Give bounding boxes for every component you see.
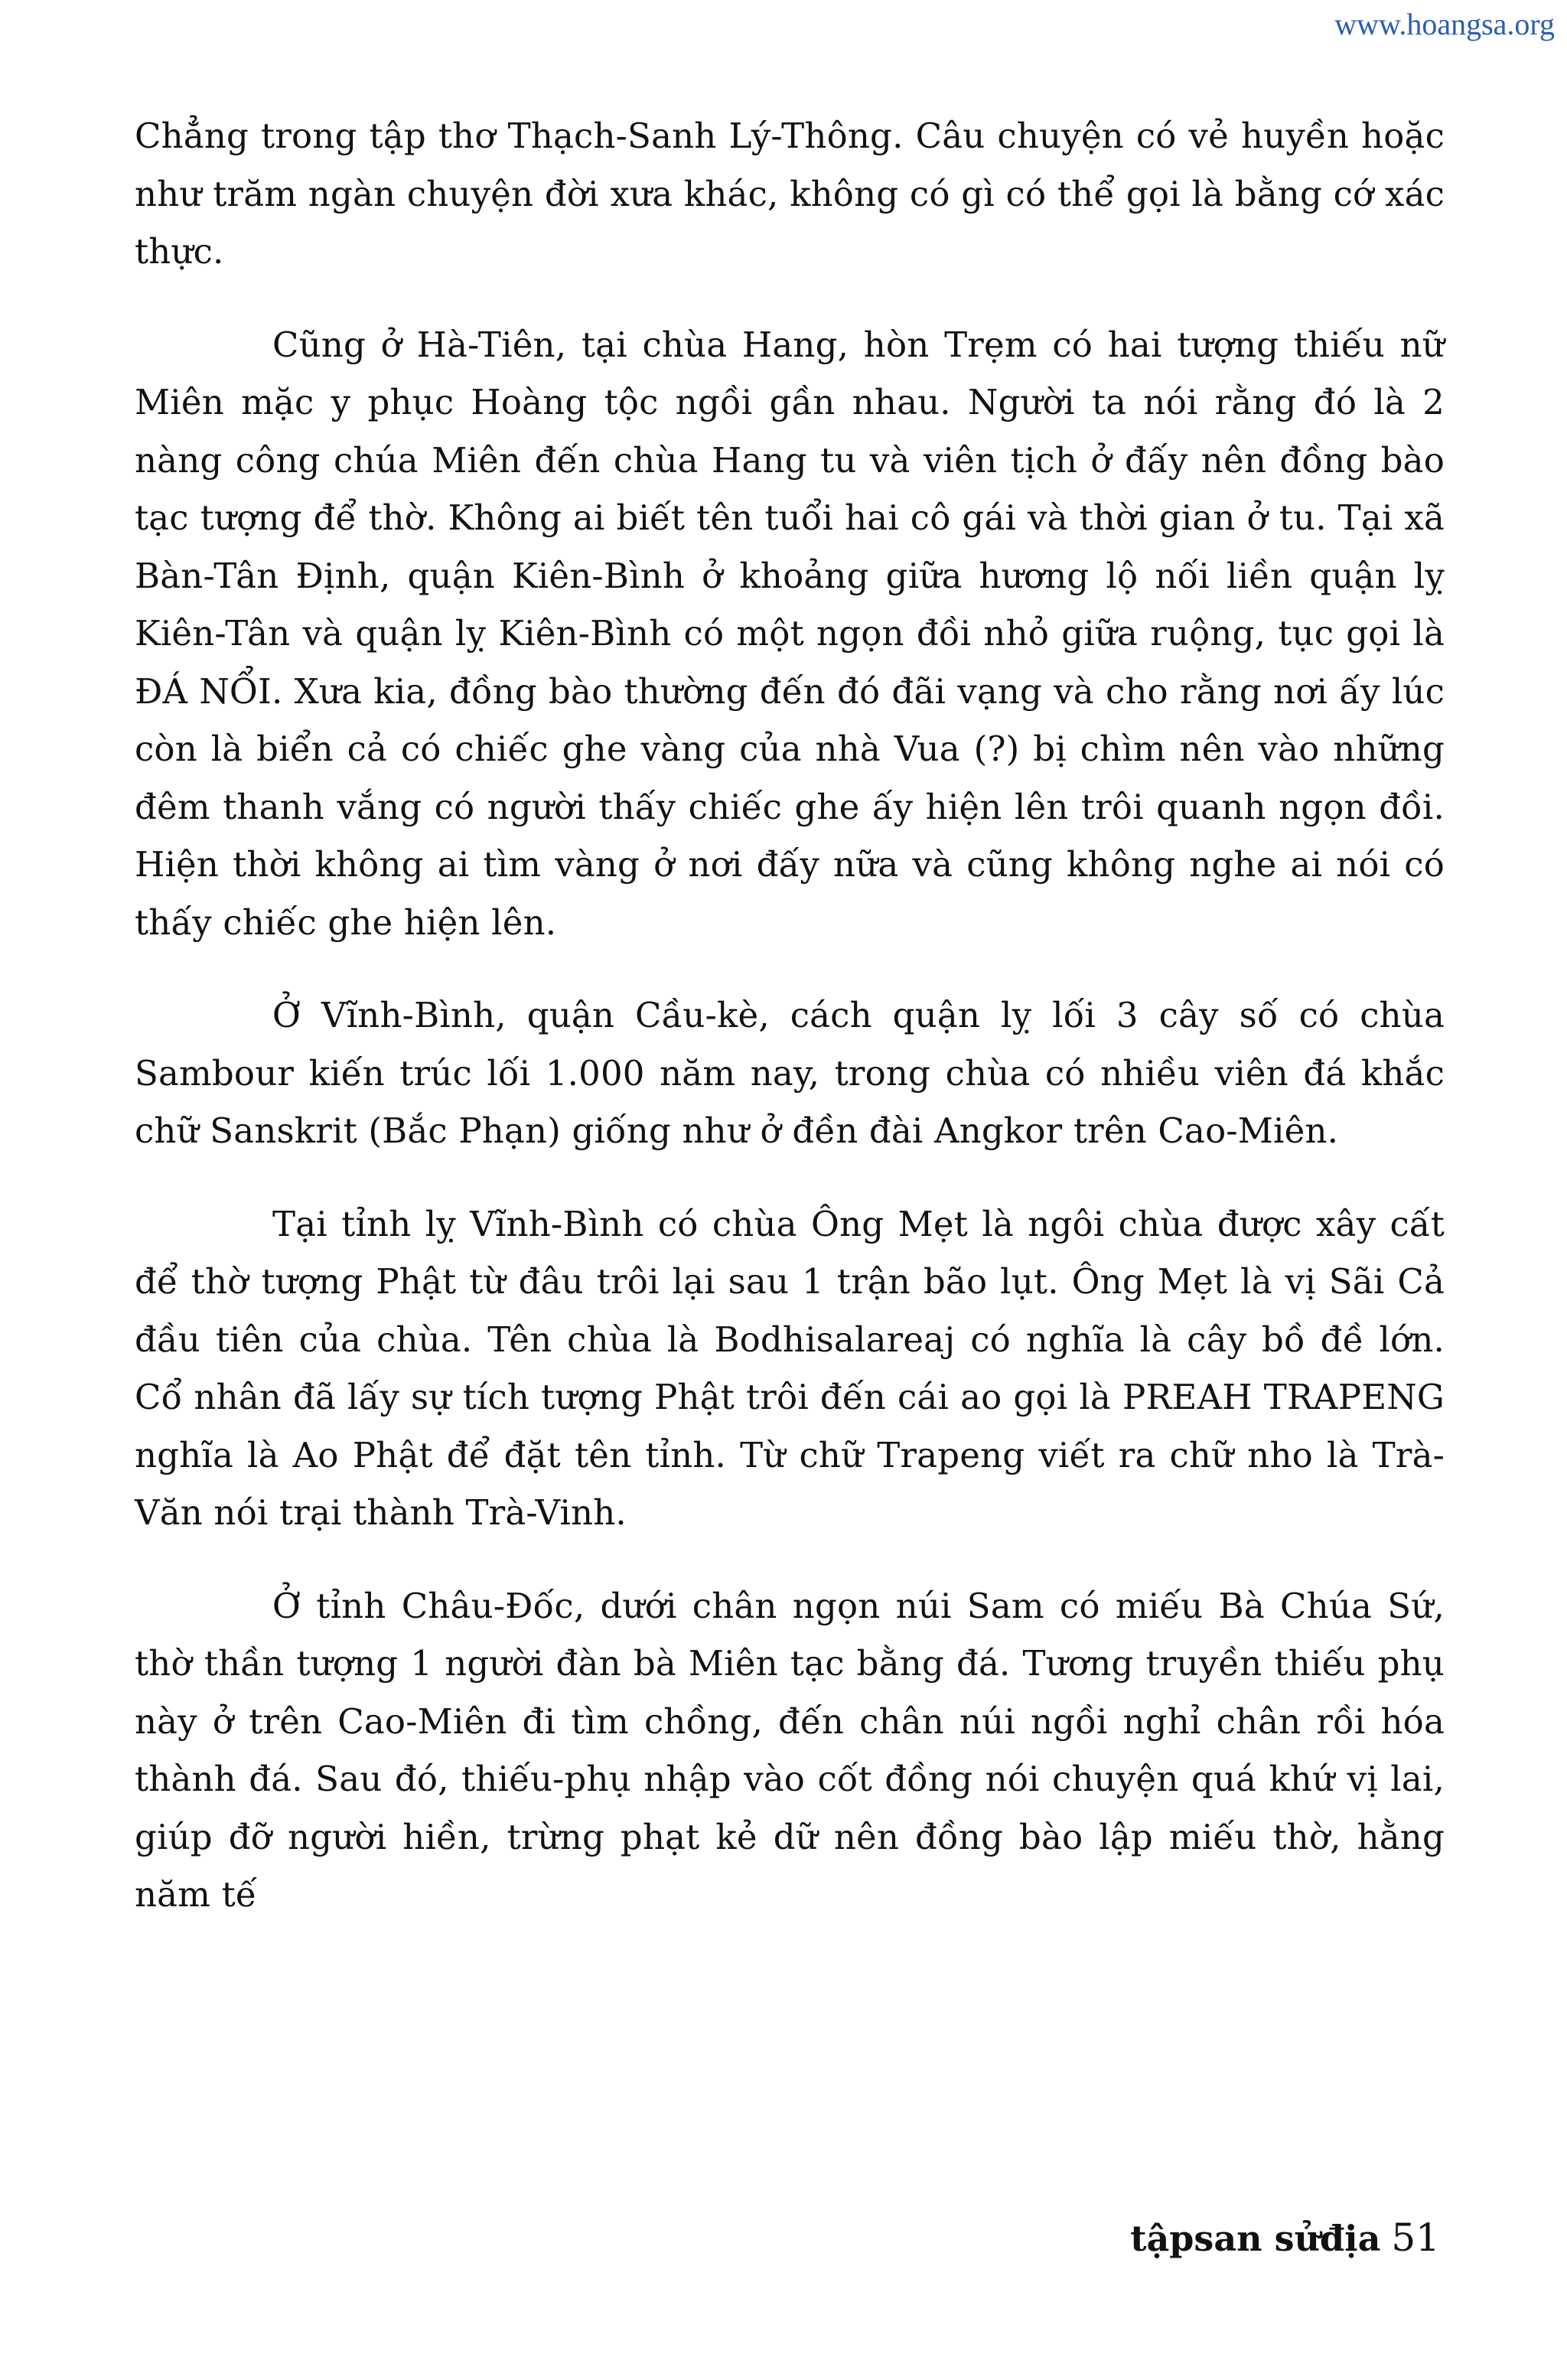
watermark-link[interactable]: www.hoangsa.org [1334, 7, 1555, 41]
page-number: 51 [1391, 2215, 1440, 2260]
paragraph-4: Tại tỉnh lỵ Vĩnh-Bình có chùa Ông Mẹt là ngôi chùa được xây cất để thờ tượng Phật từ đâu trôi lại sau 1 trận bão lụt. Ông Mẹt là vị Sãi Cả đầu tiên của chùa. Tên chùa là Bodhisalareaj có nghĩa là cây bồ đề lớn. Cổ nhân đã lấy sự tích tượng Phật trôi đến cái ao gọi là PREAH TRAPENG nghĩa là Ao Phật để đặt tên tỉnh. Từ chữ Trapeng viết ra chữ nho là Trà-Văn nói trại thành Trà-Vinh. [135, 1203, 1445, 1533]
paragraph-1: Chẳng trong tập thơ Thạch-Sanh Lý-Thông. Câu chuyện có vẻ huyền hoặc như trăm ngàn chuyện đời xưa khác, không có gì có thể gọi là bằng cớ xác thực. [135, 116, 1445, 272]
journal-name: tậpsan sửđịa [1130, 2218, 1381, 2259]
page-footer [1130, 2215, 1440, 2260]
page-body [135, 107, 1445, 1924]
paragraph-3: Ở Vĩnh-Bình, quận Cầu-kè, cách quận lỵ lối 3 cây số có chùa Sambour kiến trúc lối 1.000 năm nay, trong chùa có nhiều viên đá khắc chữ Sanskrit (Bắc Phạn) giống như ở đền đài Angkor trên Cao-Miên. [135, 995, 1445, 1151]
paragraph-5: Ở tỉnh Châu-Đốc, dưới chân ngọn núi Sam có miếu Bà Chúa Sứ, thờ thần tượng 1 người đàn bà Miên tạc bằng đá. Tương truyền thiếu phụ này ở trên Cao-Miên đi tìm chồng, đến chân núi ngồi nghỉ chân rồi hóa thành đá. Sau đó, thiếu-phụ nhập vào cốt đồng nói chuyện quá khứ vị lai, giúp đỡ người hiền, trừng phạt kẻ dữ nên đồng bào lập miếu thờ, hằng năm tế [135, 1585, 1445, 1915]
paragraph-2: Cũng ở Hà-Tiên, tại chùa Hang, hòn Trẹm có hai tượng thiếu nữ Miên mặc y phục Hoàng tộc ngồi gần nhau. Người ta nói rằng đó là 2 nàng công chúa Miên đến chùa Hang tu và viên tịch ở đấy nên đồng bào tạc tượng để thờ. Không ai biết tên tuổi hai cô gái và thời gian ở tu. Tại xã Bàn-Tân Định, quận Kiên-Bình ở khoảng giữa hương lộ nối liền quận lỵ Kiên-Tân và quận lỵ Kiên-Bình có một ngọn đồi nhỏ giữa ruộng, tục gọi là ĐÁ NỔI. Xưa kia, đồng bào thường đến đó đãi vạng và cho rằng nơi ấy lúc còn là biển cả có chiếc ghe vàng của nhà Vua (?) bị chìm nên vào những đêm thanh vắng có người thấy chiếc ghe ấy hiện lên trôi quanh ngọn đồi. Hiện thời không ai tìm vàng ở nơi đấy nữa và cũng không nghe ai nói có thấy chiếc ghe hiện lên. [135, 324, 1445, 943]
